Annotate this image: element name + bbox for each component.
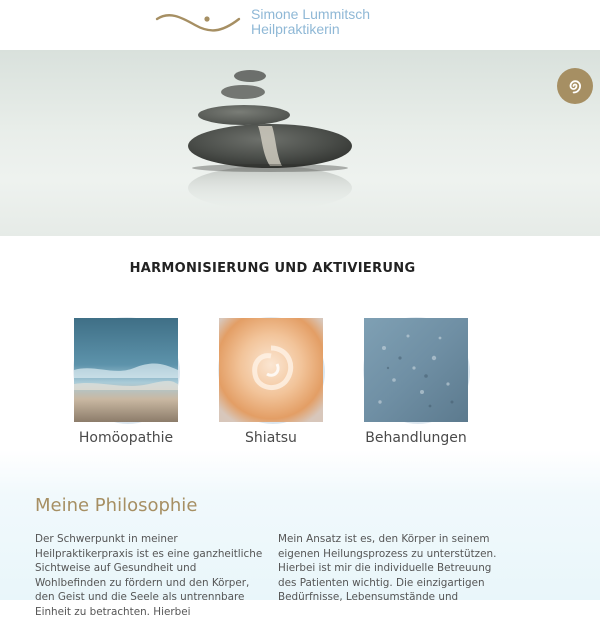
wave-dot-logo-icon	[155, 7, 241, 39]
hero-banner	[0, 50, 600, 236]
service-shiatsu[interactable]	[206, 318, 336, 446]
service-label: Behandlungen	[365, 430, 467, 446]
service-label: Shiatsu	[245, 430, 297, 446]
service-behandlungen[interactable]	[351, 318, 481, 446]
stacked-stones-image	[0, 50, 600, 236]
spiral-menu-button[interactable]	[557, 68, 593, 104]
philosophy-text-right: Mein Ansatz ist es, den Körper in seinem eigenen Heilungsprozess zu unterstützen. Hierbei ist mir die individuelle Betreuung des Patienten wichtig. Die einzigartigen Bedürfnisse, Lebensumstände und	[278, 533, 497, 604]
logo-link[interactable]	[155, 7, 370, 41]
site-header	[0, 0, 600, 50]
section-heading: HARMONISIERUNG UND AKTIVIERUNG	[129, 261, 416, 276]
spiral-icon	[564, 75, 586, 97]
philosophy-text-left: Der Schwerpunkt in meiner Heilpraktikerpraxis ist es eine ganzheitliche Sichtweise auf Gesundheit und Wohlbefinden zu fördern und den Körper, den Geist und die Seele als untrennbare Einheit zu betrachten. Hierbei	[35, 533, 263, 618]
logo-name: Simone Lummitsch	[251, 6, 371, 22]
logo-title: Heilpraktikerin	[251, 21, 340, 37]
logo-text	[251, 7, 370, 37]
services-row	[0, 300, 600, 450]
rose-petals-image	[219, 318, 323, 422]
philosophy-title: Meine Philosophie	[35, 495, 198, 516]
sea-waves-image	[74, 318, 178, 422]
sand-beach-image	[364, 318, 468, 422]
philosophy-section	[0, 450, 600, 618]
service-label: Homöopathie	[78, 430, 174, 446]
service-homoeopathie[interactable]	[61, 318, 191, 446]
